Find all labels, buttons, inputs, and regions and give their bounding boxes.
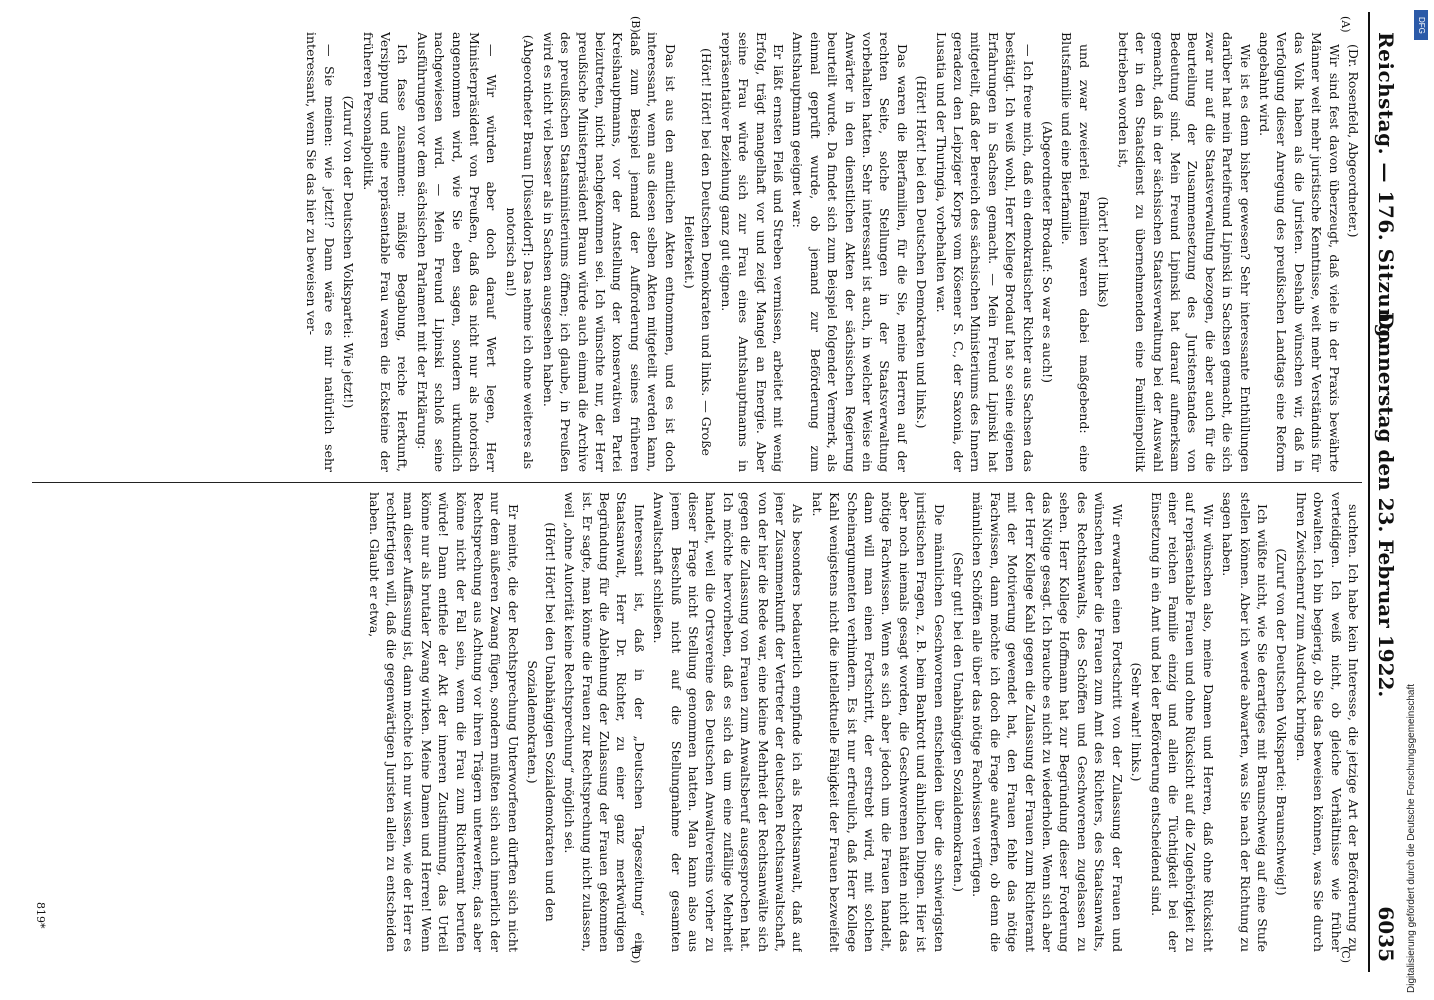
paragraph: (Dr. Rosenfeld, Abgeordneter.) (1346, 44, 1361, 238)
header-left: Reichstag. — 176. Sitzung. (1374, 32, 1398, 346)
paragraph: Als besonders bedauerlich empfinde ich als Rechtsanwalt, daß auf jener Zusammenkunft der Vertreter der deutschen Rechtsanwaltschaft, von der hier die Rede war, eine kleine Mehrheit der Rechtsanwälte sich gegen die Zulassung von Frauen zum Anwaltsberuf ausgesprochen hat. Ich möchte hervorheben, daß es sich da um eine zufällige Mehrheit handelt, weil die Ortsvereine des Deutschen Anwaltvereins vorher zu dieser Frage nicht Stellung genommen hatten. Man kann also aus jenem Beschluß nicht auf die Stellungnahme der gesamten Anwaltschaft schließen. (651, 492, 806, 952)
paragraph: Er meinte, die der Rechtsprechung Unterworfenen dürften sich nicht nur dem äußeren Zwang fügen, sondern müßten sich auch innerlich der Rechtsprechung aus Achtung vor ihren Trägern unterwerfen; das aber könne nicht der Fall sein, wenn die Frau zum Richteramt berufen würde! Dann entfiele der Akt der inneren Zustimmung, das Urteil könne nur als brutaler Zwang wirken. Meine Damen und Herren! Wenn man dieser Auffassung ist, dann möchte ich nur wissen, wie der Herr es rechtfertigen will, daß die gegenwärtigen Juristen allein zu entscheiden haben. Glaubt er etwa, (366, 492, 521, 952)
paragraph: Das ist aus den amtlichen Akten entnommen, und es ist doch interessant, wenn aus diesen selben Akten mitgeteilt werden kann, daß zum Beispiel jemand der Aufforderung seines früheren Kreishauptmanns, vor der Anstellung der konservativen Partei beizutreten, nicht nachgekommen sei. Ich wünschte nur, der Herr preußische Ministerpräsident Braun würde auch einmal die Archive des preußischen Staatsministeriums öffnen; ich glaube, in Preußen wird es nicht viel besser als in Sachsen ausgesehen haben. (540, 32, 678, 472)
scanned-page (22, 12, 1402, 972)
column-separator (32, 482, 1362, 483)
left-column (32, 32, 1362, 472)
interjection: (Zuruf von der Deutschen Volkspartei: Braunschweig!) (1274, 548, 1290, 896)
paragraph: — Sie meinen: wie jetzt!? Dann wäre es mir natürlich sehr interessant, wenn Sie das hier zu beweisen ver- (304, 32, 337, 472)
digitization-note (1406, 8, 1430, 993)
paragraph: Wie ist es denn bisher gewesen? Sehr interessante Enthüllungen darüber hat mein Parteifreund Lipinski in Sachsen gemacht, die sich zwar nur auf die Staatsverwaltung bezogen, die aber auch für die Beurteilung der Zusammensetzung des Juristenstandes von Bedeutung sind. Mein Freund Lipinski hat darauf aufmerksam gemacht, daß in der sächsischen Staatsverwaltung bei der Auswahl der in den Staatsdienst zu übernehmenden eine Familienpolitik betrieben worden ist, (1115, 32, 1253, 472)
paragraph: und zwar zweierlei Familien waren dabei maßgebend: eine Blutsfamilie und eine Bierfamilie. (1059, 32, 1092, 472)
paragraph: Interessant ist, daß in der „Deutschen Tageszeitung“ ein Staatsanwalt, Herr Dr. Richter, zu einer ganz merkwürdigen Begründung für die Ablehnung der Zulassung der Frauen gekommen ist. Er sagte, man könne die Frauen zur Rechtsprechung nicht zulassen, weil „ohne Autorität keine Rechtsprechung“ möglich sei. (562, 492, 647, 952)
rotated-page-content (22, 12, 1402, 972)
paragraph: Das waren die Bierfamilien, für die Sie, meine Herren auf der rechten Seite, solche Stellungen in der Staatsverwaltung vorbehalten hatten. Sehr interessant ist auch, in welcher Weise ein Anwärter in den dienstlichen Akten der sächsischen Regierung beurteilt wurde. Da findet sich zum Beispiel folgender Vermerk, als einmal geprüft wurde, ob jemand zur Beförderung zum Amtshauptmann geeignet war: (790, 32, 910, 472)
interjection: (Hört! Hört! bei den Deutschen Demokraten und links. — Große Heiterkeit.) (681, 48, 715, 456)
header-date: Donnerstag den 23. Februar 1922. (1374, 312, 1398, 698)
interjection: (Zuruf von der Deutschen Volkspartei: Wie jetzt!) (341, 95, 357, 409)
interjection: (Hört! Hört! bei den Deutschen Demokraten und links.) (914, 75, 930, 429)
signature-mark: 819* (34, 902, 47, 929)
right-column (32, 492, 1362, 952)
digitization-text: Digitalisierung gefördert durch die Deutsche Forschungsgemeinschaft (1406, 683, 1417, 993)
dfg-logo: DFG (1414, 10, 1428, 40)
margin-mark-d: (D) (629, 946, 642, 964)
page-number: 6035 (1374, 906, 1398, 962)
page-header (1372, 12, 1402, 972)
interjection: (Hört! Hört! bei den Unabhängigen Sozialdemokraten und den Sozialdemokraten.) (525, 522, 558, 922)
interjection: (Abgeordneter Braun [Düsseldorf]: Das nehme ich ohne weiteres als notorisch an!) (503, 34, 537, 470)
paragraph: Wir erwarten einen Fortschritt von der Zulassung der Frauen und wünschen daher die Frauen zum Amt des Richters, des Staatsanwalts, des Rechtsanwalts, des Schöffen und Geschworenen zugelassen zu sehen. Herr Kollege Hoffmann hat zur Begründung dieser Forderung das Nötige gesagt. Ich brauche es nicht zu wiederholen. Wenn sich aber der Herr Kollege Kahl gegen die Zulassung der Frauen zum Richteramt mit der Motivierung gewendet hat, den Frauen fehle das nötige Fachwissen, dann möchte ich doch die Frage aufwerfen, ob denn die männlichen Schöffen alle über das nötige Fachwissen verfügen. (970, 492, 1125, 952)
interjection: (Sehr wahr! links.) (1129, 662, 1145, 782)
paragraph: — Wir würden aber doch darauf Wert legen, Herr Ministerpräsident von Preußen, daß das nicht nur als notorisch angenommen wird, wie Sie eben sagen, sondern urkundlich nachgewiesen wird. — Mein Freund Lipinski schloß seine Ausführungen vor dem sächsischen Parlament mit der Erklärung: (414, 32, 500, 472)
margin-mark-b: (B) (629, 16, 642, 33)
quotation: Ich fasse zusammen: mäßige Begabung, reiche Herkunft, Versippung und eine repräsentable Frau waren die Ecksteine der früheren Personalpolitik. (360, 32, 411, 472)
interjection: (Abgeordneter Brodauf: So war es auch!) (1040, 120, 1056, 384)
quotation: Er läßt ernsten Fleiß und Streben vermissen, arbeitet mit wenig Erfolg, trägt mangelhaft vor und zeigt Mangel an Energie. Aber seine Frau würde sich zur Frau eines Amtshauptmanns in repräsentativer Beziehung ganz gut eignen. (718, 32, 786, 472)
paragraph: Die männlichen Geschworenen entscheiden über die schwierigsten juristischen Fragen, z. B. beim Bankrott und ähnlichen Dingen. Hier ist aber noch niemals gesagt worden, die Geschworenen hätten nicht das nötige Fachwissen. Wenn es sich aber jedoch um die Frauen handelt, dann will man einen Fortschritt, der erstrebt wird, mit solchen Scheinargumenten verhindern. Es ist nur erfreulich, daß Herr Kollege Kahl wenigstens nicht die intellektuelle Fähigkeit der Frauen bezweifelt hat. (809, 492, 947, 952)
paragraph: Wir sind fest davon überzeugt, daß viele in der Praxis bewährte Männer weit mehr juristische Kenntnisse, weit mehr Verständnis für das Volk haben als die Juristen. Deshalb wünschen wir, daß in Verfolgung dieser Anregung des preußischen Landtags eine Reform angebahnt wird. (1256, 32, 1342, 472)
paragraph: Ich wüßte nicht, wie Sie derartiges mit Braunschweig auf eine Stufe stellen können. Aber ich werde abwarten, was Sie nach der Richtung zu sagen haben. (1220, 492, 1270, 952)
interjection: (hört! hört! links) (1096, 196, 1112, 308)
paragraph: — Ich freue mich, daß ein demokratischer Richter aus Sachsen das bestätigt. Ich weiß wohl, Herr Kollege Brodauf hat so seine eigenen Erfahrungen in Sachsen gemacht. — Mein Freund Lipinski hat mitgeteilt, daß der Bereich des sächsischen Ministeriums des Innern geradezu den Leipziger Korps vom Kösener S. C., der Saxonia, der Lusatia und der Thuringia, vorbehalten war. (933, 32, 1036, 472)
margin-mark-c: (C) (1339, 946, 1352, 963)
interjection: (Sehr gut! bei den Unabhängigen Sozialdemokraten.) (951, 552, 967, 892)
margin-mark-a: (A) (1339, 16, 1352, 33)
header-rule (1368, 12, 1370, 972)
paragraph: suchten. Ich habe kein Interesse, die jetzige Art der Beförderung zu verteidigen. Ich weiß nicht, ob gleiche Verhältnisse wie früher obwalten. Ich bin begierig, ob Sie das beweisen können, was Sie durch Ihren Zwischenruf zum Ausdruck bringen. (1293, 492, 1361, 952)
paragraph: Wir wünschen also, meine Damen und Herren, daß ohne Rücksicht auf repräsentable Frauen und ohne Rücksicht auf die Zugehörigkeit zu einer reichen Familie einzig und allein die Tüchtigkeit bei der Einsetzung in ein Amt und bei der Beförderung entscheidend sind. (1148, 492, 1216, 952)
